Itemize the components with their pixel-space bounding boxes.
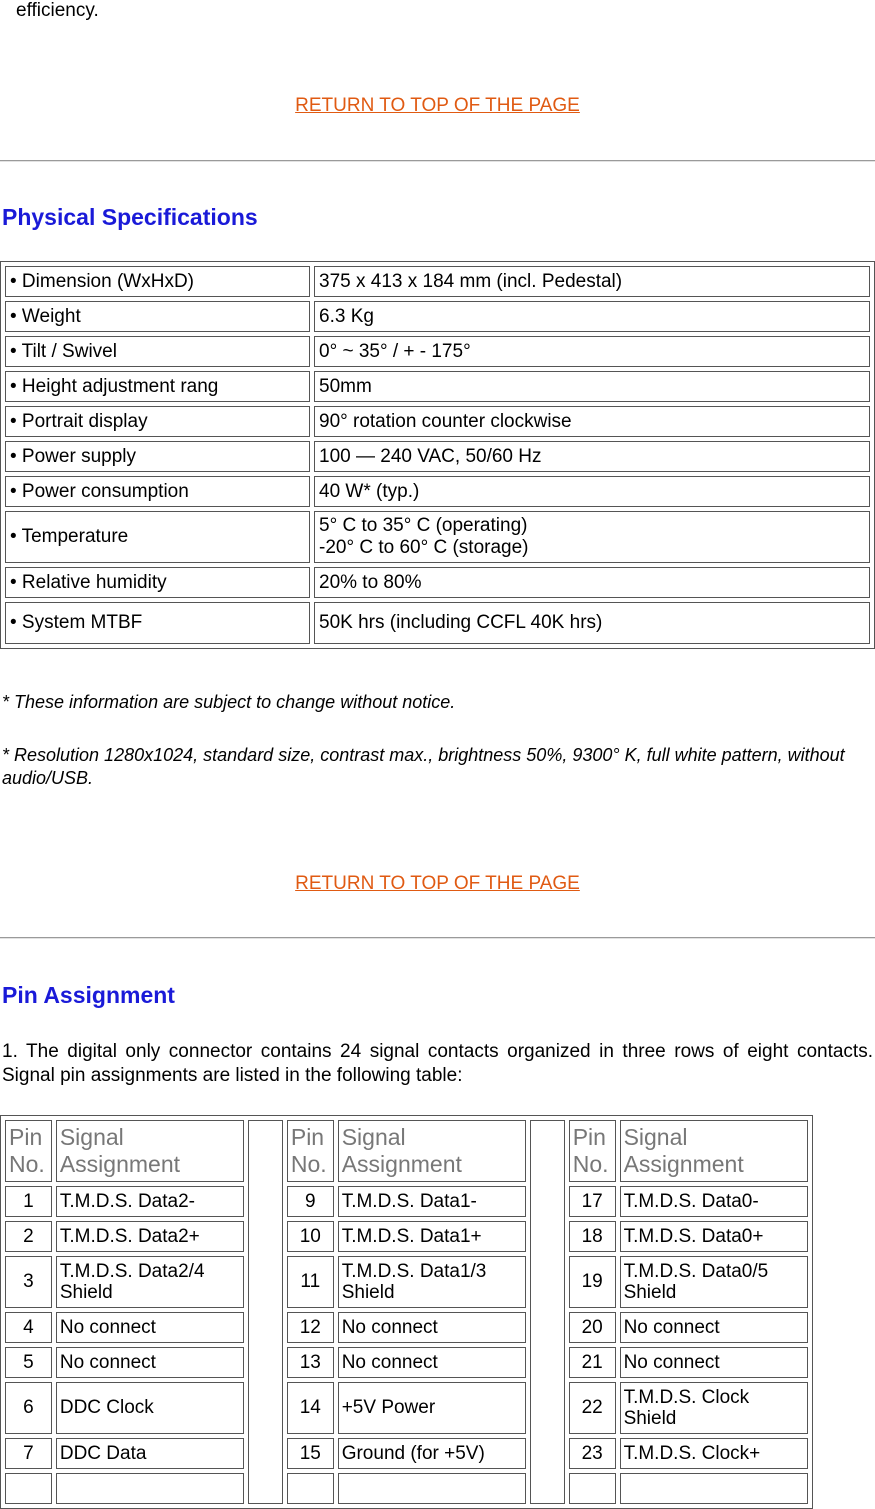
column-spacer (248, 1120, 283, 1504)
pin-row-partial (5, 1473, 808, 1504)
pin-number: 12 (287, 1312, 334, 1343)
return-to-top-link-text[interactable]: RETURN TO TOP OF THE PAGE (295, 873, 580, 894)
pin-signal (338, 1473, 526, 1504)
pin-signal: T.M.D.S. Data0- (620, 1186, 808, 1217)
spec-label: • Weight (5, 301, 310, 332)
pin-number: 7 (5, 1438, 52, 1469)
pin-signal: T.M.D.S. Data0+ (620, 1221, 808, 1252)
spec-value: 375 x 413 x 184 mm (incl. Pedestal) (314, 266, 870, 297)
pin-header: Pin No. (569, 1120, 616, 1182)
pin-number: 11 (287, 1256, 334, 1308)
signal-header: Signal Assignment (338, 1120, 526, 1182)
spec-value-line: 5° C to 35° C (operating) (319, 515, 528, 536)
spec-label: • System MTBF (5, 602, 310, 644)
pin-number: 4 (5, 1312, 52, 1343)
pin-signal: T.M.D.S. Clock+ (620, 1438, 808, 1469)
pin-number: 23 (569, 1438, 616, 1469)
footnote-subject-to-change: * These information are subject to change without notice. (2, 692, 456, 712)
pin-header: Pin No. (5, 1120, 52, 1182)
physical-specifications-table (0, 261, 875, 649)
pin-row (5, 1438, 808, 1469)
pin-signal: Ground (for +5V) (338, 1438, 526, 1469)
pin-signal (56, 1473, 244, 1504)
spec-label: • Portrait display (5, 406, 310, 437)
spec-value: 40 W* (typ.) (314, 476, 870, 507)
pin-signal: T.M.D.S. Data2+ (56, 1221, 244, 1252)
spec-value: 100 — 240 VAC, 50/60 Hz (314, 441, 870, 472)
pin-number (5, 1473, 52, 1504)
spec-label: • Relative humidity (5, 567, 310, 598)
pin-number: 21 (569, 1347, 616, 1378)
pin-signal: T.M.D.S. Data1- (338, 1186, 526, 1217)
pin-row (5, 1347, 808, 1378)
return-to-top-link-text[interactable]: RETURN TO TOP OF THE PAGE (295, 95, 580, 116)
pin-signal: DDC Data (56, 1438, 244, 1469)
pin-row (5, 1256, 808, 1308)
pin-signal: No connect (56, 1347, 244, 1378)
spec-label: • Temperature (5, 511, 310, 563)
return-to-top-link-1 (0, 95, 875, 117)
pin-number (287, 1473, 334, 1504)
spec-label: • Power consumption (5, 476, 310, 507)
pin-signal: T.M.D.S. Data2- (56, 1186, 244, 1217)
column-spacer (530, 1120, 565, 1504)
pin-signal: No connect (620, 1312, 808, 1343)
pin-row (5, 1312, 808, 1343)
spec-value: 90° rotation counter clockwise (314, 406, 870, 437)
pin-signal: DDC Clock (56, 1382, 244, 1434)
spec-value: 6.3 Kg (314, 301, 870, 332)
pin-row (5, 1186, 808, 1217)
pin-number: 18 (569, 1221, 616, 1252)
pin-number: 9 (287, 1186, 334, 1217)
pin-header: Pin No. (287, 1120, 334, 1182)
signal-header: Signal Assignment (56, 1120, 244, 1182)
spec-row (5, 336, 870, 367)
pin-number: 5 (5, 1347, 52, 1378)
pin-signal: No connect (338, 1312, 526, 1343)
return-to-top-link-2 (0, 873, 875, 895)
pin-row (5, 1221, 808, 1252)
footnote-resolution: * Resolution 1280x1024, standard size, contrast max., brightness 50%, 9300° K, full white pattern, without audio/USB. (2, 745, 845, 788)
pin-number: 19 (569, 1256, 616, 1308)
pin-table-header (5, 1120, 808, 1182)
pin-assignment-heading: Pin Assignment (2, 982, 175, 1008)
pin-number: 6 (5, 1382, 52, 1434)
pin-number: 2 (5, 1221, 52, 1252)
pin-number: 15 (287, 1438, 334, 1469)
pin-signal: T.M.D.S. Clock Shield (620, 1382, 808, 1434)
pin-signal: T.M.D.S. Data1+ (338, 1221, 526, 1252)
spec-label: • Tilt / Swivel (5, 336, 310, 367)
physical-specifications-heading: Physical Specifications (2, 204, 258, 230)
pin-number (569, 1473, 616, 1504)
spec-row (5, 406, 870, 437)
spec-value (314, 511, 870, 563)
pin-number: 14 (287, 1382, 334, 1434)
spec-row (5, 511, 870, 563)
spec-value: 50K hrs (including CCFL 40K hrs) (314, 602, 870, 644)
pin-assignment-table (0, 1115, 813, 1509)
pin-signal: No connect (620, 1347, 808, 1378)
spec-label: • Dimension (WxHxD) (5, 266, 310, 297)
pin-number: 22 (569, 1382, 616, 1434)
spec-value-line: -20° C to 60° C (storage) (319, 537, 529, 558)
spec-row (5, 266, 870, 297)
pin-signal: T.M.D.S. Data0/5 Shield (620, 1256, 808, 1308)
pin-signal: No connect (338, 1347, 526, 1378)
pin-number: 13 (287, 1347, 334, 1378)
connector-description: 1. The digital only connector contains 24 signal contacts organized in three rows of eight contacts. Signal pin assignments are listed in the following table: (2, 1041, 873, 1086)
spec-row (5, 476, 870, 507)
pin-number: 10 (287, 1221, 334, 1252)
pin-number: 17 (569, 1186, 616, 1217)
signal-header: Signal Assignment (620, 1120, 808, 1182)
pin-signal: T.M.D.S. Data2/4 Shield (56, 1256, 244, 1308)
spec-row (5, 567, 870, 598)
divider (0, 937, 875, 939)
spec-row (5, 301, 870, 332)
pin-number: 20 (569, 1312, 616, 1343)
intro-fragment: efficiency. (16, 0, 99, 21)
spec-label: • Power supply (5, 441, 310, 472)
pin-signal: No connect (56, 1312, 244, 1343)
spec-label: • Height adjustment rang (5, 371, 310, 402)
spec-value: 0° ~ 35° / + - 175° (314, 336, 870, 367)
spec-row (5, 602, 870, 644)
spec-row (5, 441, 870, 472)
pin-signal: +5V Power (338, 1382, 526, 1434)
pin-number: 3 (5, 1256, 52, 1308)
pin-signal (620, 1473, 808, 1504)
spec-value: 20% to 80% (314, 567, 870, 598)
divider (0, 160, 875, 162)
spec-row (5, 371, 870, 402)
spec-value: 50mm (314, 371, 870, 402)
pin-signal: T.M.D.S. Data1/3 Shield (338, 1256, 526, 1308)
pin-number: 1 (5, 1186, 52, 1217)
pin-row (5, 1382, 808, 1434)
